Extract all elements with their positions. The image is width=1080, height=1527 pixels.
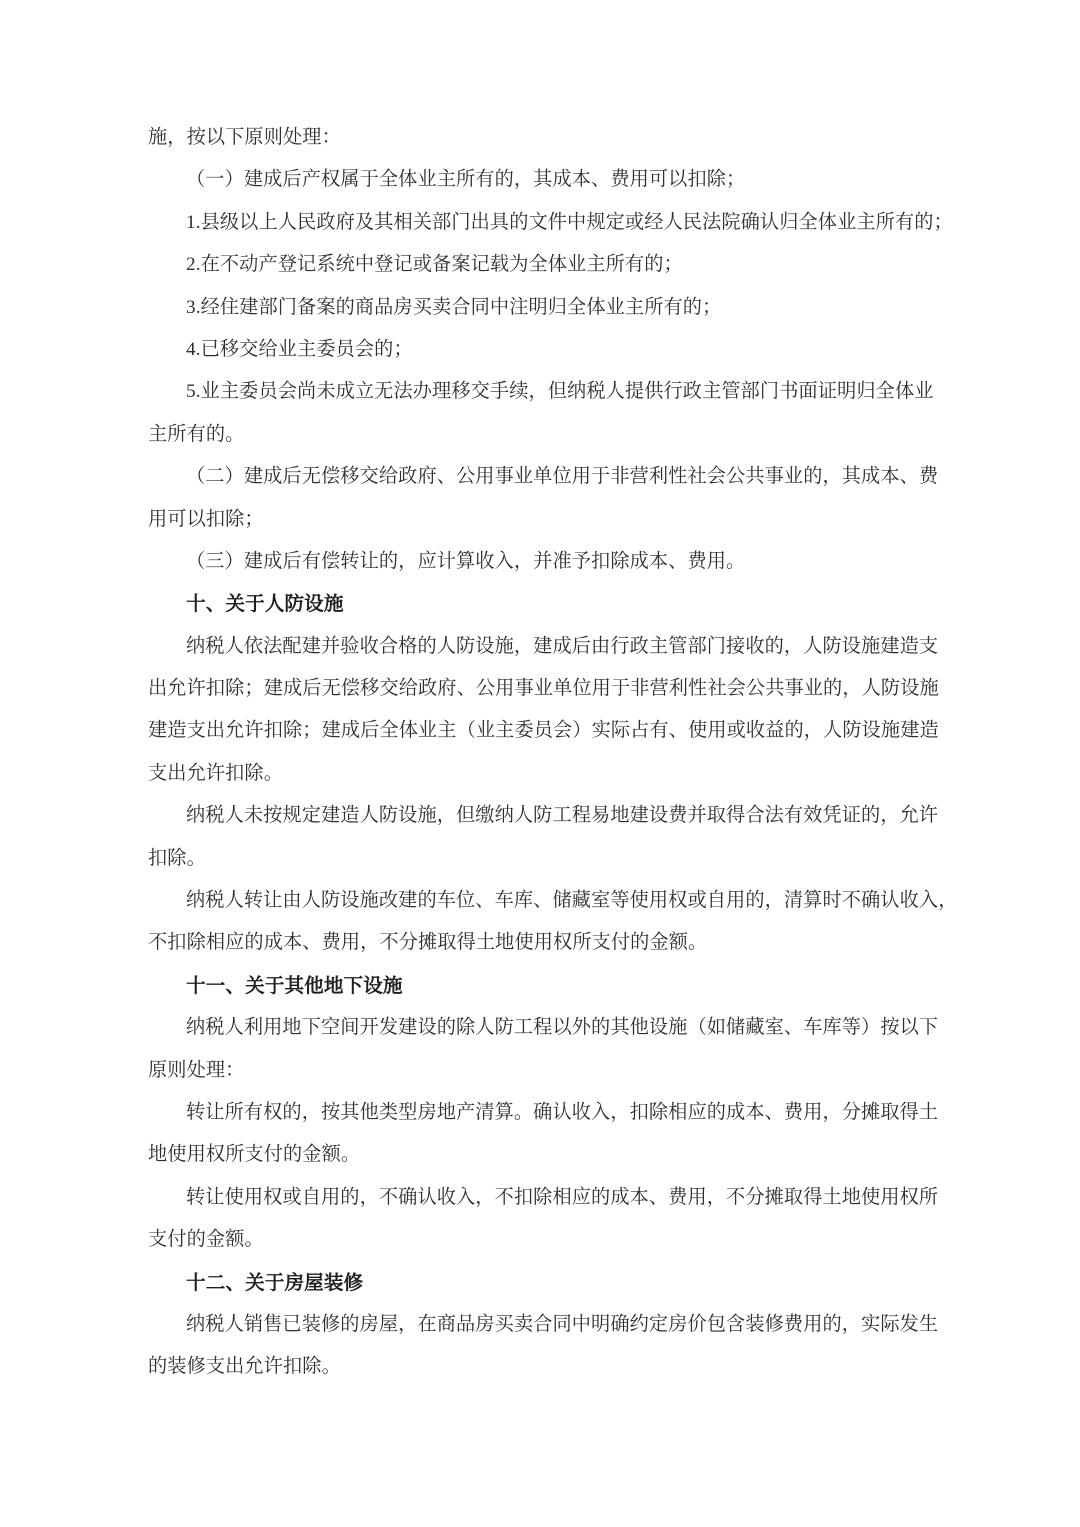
text-line: （二）建成后无偿移交给政府、公用事业单位用于非营利性社会公共事业的，其成本、费 (186, 466, 939, 488)
text-line: 的装修支出允许扣除。 (148, 1356, 341, 1378)
text-line: 转让使用权或自用的，不确认收入，不扣除相应的成本、费用，不分摊取得土地使用权所 (186, 1186, 939, 1208)
text-line: 支出允许扣除。 (148, 762, 284, 784)
text-line: 出允许扣除；建成后无偿移交给政府、公用事业单位用于非营利性社会公共事业的，人防设施 (148, 678, 939, 700)
text-line: 4.已移交给业主委员会的； (186, 338, 413, 360)
section-heading: 十一、关于其他地下设施 (186, 974, 403, 997)
text-line: 建造支出允许扣除；建成后全体业主（业主委员会）实际占有、使用或收益的，人防设施建造 (148, 720, 939, 742)
text-line: 纳税人未按规定建造人防设施，但缴纳人防工程易地建设费并取得合法有效凭证的，允许 (186, 805, 939, 827)
text-line: 2.在不动产登记系统中登记或备案记载为全体业主所有的； (186, 254, 683, 276)
text-line: 扣除。 (148, 847, 206, 869)
text-line: 纳税人利用地下空间开发建设的除人防工程以外的其他设施（如储藏室、车库等）按以下 (186, 1017, 939, 1039)
text-line: 不扣除相应的成本、费用，不分摊取得土地使用权所支付的金额。 (148, 932, 708, 954)
text-line: 地使用权所支付的金额。 (148, 1144, 361, 1166)
text-line: 纳税人依法配建并验收合格的人防设施，建成后由行政主管部门接收的，人防设施建造支 (186, 635, 939, 657)
document-body (148, 117, 958, 1389)
text-line: 纳税人销售已装修的房屋，在商品房买卖合同中明确约定房价包含装修费用的，实际发生 (186, 1313, 939, 1335)
section-heading: 十、关于人防设施 (186, 593, 344, 616)
text-line: 纳税人转让由人防设施改建的车位、车库、储藏室等使用权或自用的，清算时不确认收入， (186, 890, 958, 912)
text-line: 施，按以下原则处理： (148, 127, 341, 148)
section-heading: 十二、关于房屋装修 (186, 1271, 364, 1294)
text-line: （三）建成后有偿转让的，应计算收入，并准予扣除成本、费用。 (186, 550, 746, 572)
text-line: 1.县级以上人民政府及其相关部门出具的文件中规定或经人民法院确认归全体业主所有的； (186, 211, 953, 233)
text-line: （一）建成后产权属于全体业主所有的，其成本、费用可以扣除； (186, 169, 746, 191)
text-line: 5.业主委员会尚未成立无法办理移交手续，但纳税人提供行政主管部门书面证明归全体业 (186, 381, 934, 403)
text-line: 用可以扣除； (148, 508, 264, 530)
text-line: 3.经住建部门备案的商品房买卖合同中注明归全体业主所有的； (186, 296, 722, 318)
text-line: 原则处理： (148, 1059, 245, 1081)
text-line: 主所有的。 (148, 423, 245, 445)
text-line: 支付的金额。 (148, 1229, 264, 1251)
text-line: 转让所有权的，按其他类型房地产清算。确认收入，扣除相应的成本、费用，分摊取得土 (186, 1101, 939, 1123)
